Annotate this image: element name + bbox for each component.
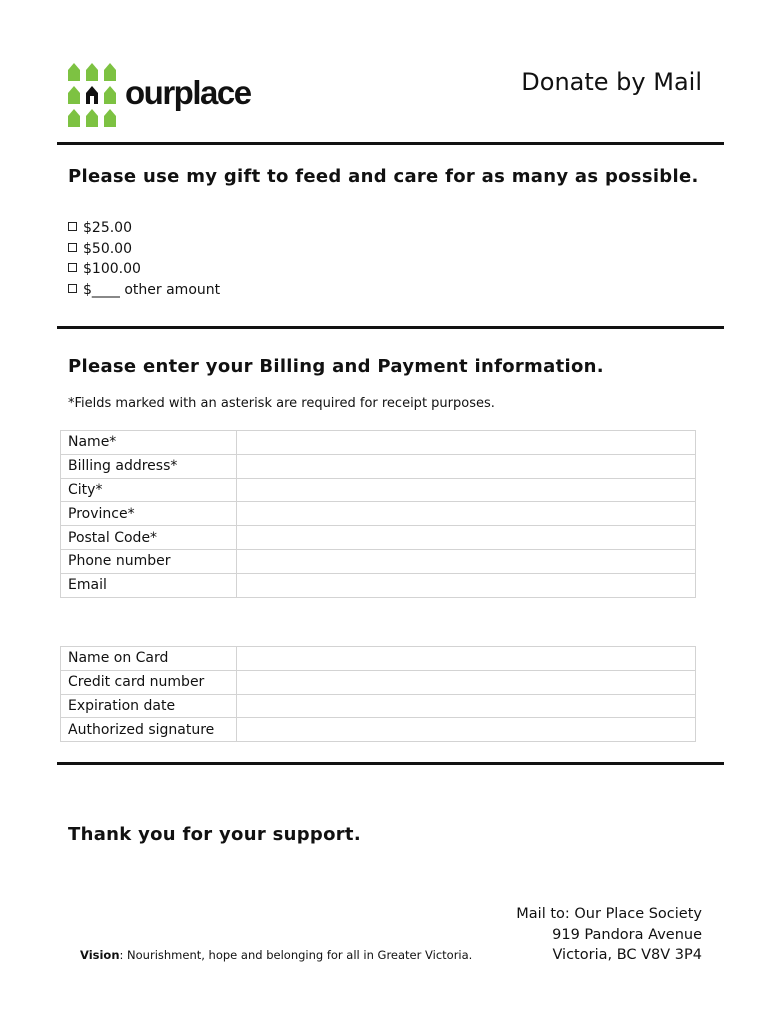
vision-text: : Nourishment, hope and belonging for all in Greater Victoria. (119, 948, 473, 962)
table-row (61, 647, 696, 671)
divider (57, 326, 724, 329)
field-label: Email (61, 573, 237, 597)
mail-line: Victoria, BC V8V 3P4 (552, 947, 702, 963)
field-label: Billing address* (61, 454, 237, 478)
field-label: City* (61, 478, 237, 502)
email-field[interactable] (237, 573, 696, 597)
signature-field[interactable] (237, 718, 696, 742)
amount-label: $100.00 (83, 261, 141, 277)
table-row (61, 718, 696, 742)
table-row (61, 454, 696, 478)
card-form-table (60, 646, 696, 742)
table-row (61, 694, 696, 718)
billing-form-table (60, 430, 696, 598)
field-label: Postal Code* (61, 526, 237, 550)
vision-label: Vision (80, 948, 120, 962)
billing-address-field[interactable] (237, 454, 696, 478)
mailing-address (516, 904, 702, 966)
field-label: Credit card number (61, 670, 237, 694)
phone-field[interactable] (237, 549, 696, 573)
table-row (61, 478, 696, 502)
table-row (61, 549, 696, 573)
table-row (61, 670, 696, 694)
table-row (61, 573, 696, 597)
page-title: Donate by Mail (521, 68, 702, 96)
checkbox-icon[interactable] (68, 243, 77, 252)
billing-heading: Please enter your Billing and Payment information. (68, 356, 604, 377)
name-on-card-field[interactable] (237, 647, 696, 671)
ourplace-logo (66, 62, 256, 132)
amount-label: $____ other amount (83, 282, 221, 298)
field-label: Phone number (61, 549, 237, 573)
field-label: Name* (61, 431, 237, 455)
postal-code-field[interactable] (237, 526, 696, 550)
vision-statement (80, 948, 472, 962)
table-row (61, 526, 696, 550)
mail-line: 919 Pandora Avenue (552, 926, 702, 943)
divider (57, 142, 724, 145)
checkbox-icon[interactable] (68, 284, 77, 293)
thanks-heading: Thank you for your support. (68, 824, 361, 845)
checkbox-icon[interactable] (68, 222, 77, 231)
amount-label: $50.00 (83, 241, 132, 257)
houses-grid-icon (66, 62, 126, 130)
checkbox-icon[interactable] (68, 263, 77, 272)
amount-option-100[interactable] (68, 261, 141, 277)
name-field[interactable] (237, 431, 696, 455)
amount-label: $25.00 (83, 220, 132, 236)
expiration-date-field[interactable] (237, 694, 696, 718)
city-field[interactable] (237, 478, 696, 502)
amount-option-50[interactable] (68, 241, 132, 257)
table-row (61, 431, 696, 455)
gift-heading: Please use my gift to feed and care for as many as possible. (68, 166, 699, 187)
field-label: Name on Card (61, 647, 237, 671)
divider (57, 762, 724, 765)
mail-line: Mail to: Our Place Society (516, 906, 702, 922)
field-label: Province* (61, 502, 237, 526)
required-fields-note: *Fields marked with an asterisk are required for receipt purposes. (68, 396, 495, 411)
amount-option-other[interactable] (68, 282, 220, 298)
field-label: Expiration date (61, 694, 237, 718)
table-row (61, 502, 696, 526)
amount-option-25[interactable] (68, 220, 132, 236)
card-number-field[interactable] (237, 670, 696, 694)
logo-wordmark: ourplace (125, 74, 251, 111)
province-field[interactable] (237, 502, 696, 526)
field-label: Authorized signature (61, 718, 237, 742)
